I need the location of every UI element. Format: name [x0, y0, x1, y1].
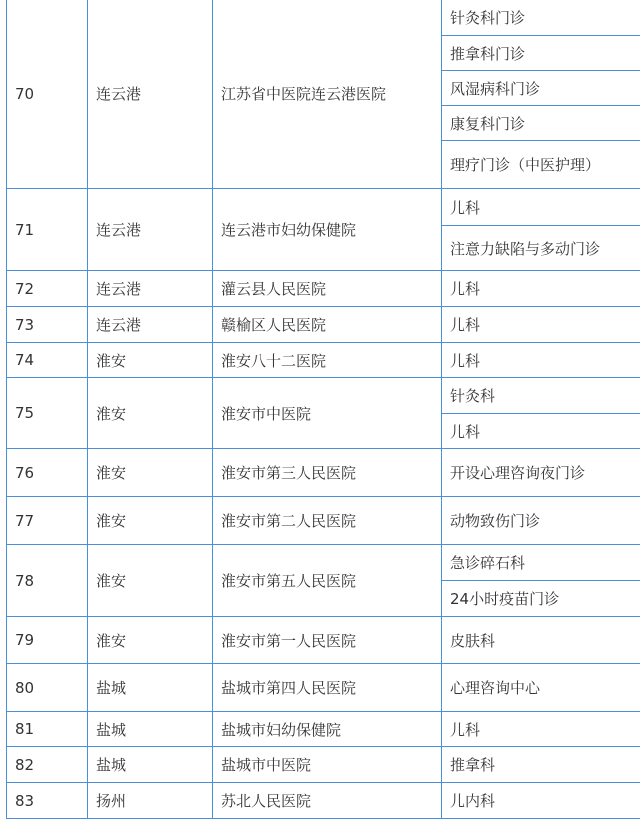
row-number: 70 [7, 0, 88, 189]
department-cell: 儿科 [442, 271, 640, 307]
city-cell: 淮安 [88, 378, 213, 449]
hospital-table [6, 0, 640, 819]
table-row [7, 343, 640, 378]
row-number: 82 [7, 747, 88, 783]
row-number: 79 [7, 617, 88, 664]
table-row [7, 271, 640, 307]
department-cell: 动物致伤门诊 [442, 497, 640, 545]
row-number: 72 [7, 271, 88, 307]
row-number: 78 [7, 545, 88, 617]
hospital-cell: 灌云县人民医院 [213, 271, 442, 307]
table-row [7, 307, 640, 343]
department-cell: 理疗门诊（中医护理） [442, 141, 640, 189]
department-cell: 心理咨询中心 [442, 664, 640, 712]
hospital-cell: 淮安市中医院 [213, 378, 442, 449]
department-cell: 康复科门诊 [442, 106, 640, 141]
table-row [7, 378, 640, 414]
department-cell: 针灸科门诊 [442, 0, 640, 36]
table-row [7, 189, 640, 226]
city-cell: 连云港 [88, 307, 213, 343]
department-cell: 风湿病科门诊 [442, 71, 640, 106]
department-cell: 注意力缺陷与多动门诊 [442, 226, 640, 271]
table-row [7, 664, 640, 712]
department-cell: 推拿科 [442, 747, 640, 783]
department-cell: 儿科 [442, 189, 640, 226]
department-cell: 儿内科 [442, 783, 640, 819]
table-row [7, 783, 640, 819]
table-row [7, 449, 640, 497]
table-row [7, 712, 640, 747]
city-cell: 连云港 [88, 0, 213, 189]
row-number: 75 [7, 378, 88, 449]
row-number: 81 [7, 712, 88, 747]
table-row [7, 0, 640, 36]
city-cell: 淮安 [88, 343, 213, 378]
department-cell: 儿科 [442, 307, 640, 343]
hospital-cell: 淮安市第三人民医院 [213, 449, 442, 497]
department-cell: 儿科 [442, 414, 640, 449]
city-cell: 淮安 [88, 449, 213, 497]
department-cell: 急诊碎石科 [442, 545, 640, 581]
hospital-cell: 盐城市第四人民医院 [213, 664, 442, 712]
table-row [7, 497, 640, 545]
row-number: 73 [7, 307, 88, 343]
hospital-cell: 淮安市第二人民医院 [213, 497, 442, 545]
department-cell: 推拿科门诊 [442, 36, 640, 71]
table-row [7, 747, 640, 783]
row-number: 74 [7, 343, 88, 378]
hospital-cell: 淮安八十二医院 [213, 343, 442, 378]
city-cell: 盐城 [88, 747, 213, 783]
department-cell: 24小时疫苗门诊 [442, 581, 640, 617]
department-cell: 皮肤科 [442, 617, 640, 664]
department-cell: 儿科 [442, 712, 640, 747]
city-cell: 淮安 [88, 617, 213, 664]
city-cell: 连云港 [88, 271, 213, 307]
department-cell: 开设心理咨询夜门诊 [442, 449, 640, 497]
hospital-cell: 江苏省中医院连云港医院 [213, 0, 442, 189]
hospital-cell: 淮安市第五人民医院 [213, 545, 442, 617]
row-number: 83 [7, 783, 88, 819]
table-row [7, 545, 640, 581]
row-number: 71 [7, 189, 88, 271]
hospital-cell: 盐城市中医院 [213, 747, 442, 783]
hospital-cell: 赣榆区人民医院 [213, 307, 442, 343]
city-cell: 盐城 [88, 664, 213, 712]
row-number: 80 [7, 664, 88, 712]
hospital-cell: 盐城市妇幼保健院 [213, 712, 442, 747]
city-cell: 扬州 [88, 783, 213, 819]
city-cell: 淮安 [88, 497, 213, 545]
hospital-cell: 淮安市第一人民医院 [213, 617, 442, 664]
row-number: 76 [7, 449, 88, 497]
department-cell: 针灸科 [442, 378, 640, 414]
table-row [7, 617, 640, 664]
row-number: 77 [7, 497, 88, 545]
department-cell: 儿科 [442, 343, 640, 378]
city-cell: 盐城 [88, 712, 213, 747]
city-cell: 淮安 [88, 545, 213, 617]
hospital-cell: 连云港市妇幼保健院 [213, 189, 442, 271]
city-cell: 连云港 [88, 189, 213, 271]
hospital-cell: 苏北人民医院 [213, 783, 442, 819]
